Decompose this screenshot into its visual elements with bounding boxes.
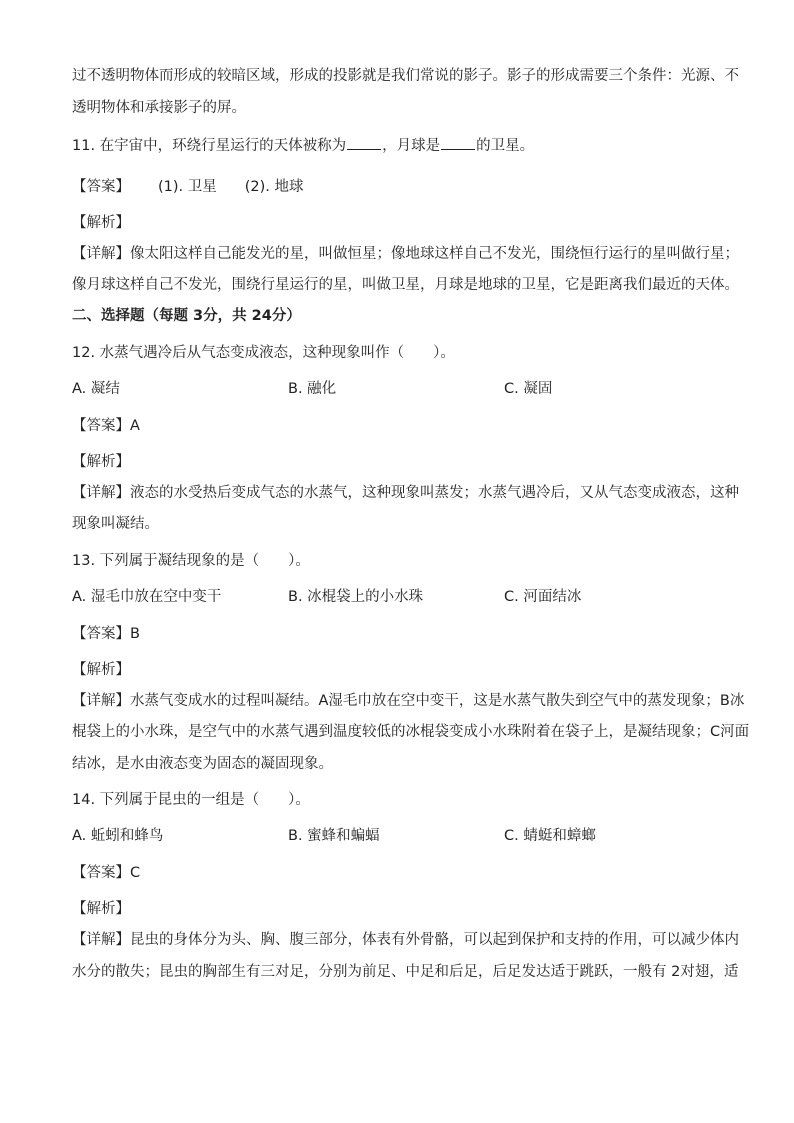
q14-detail-line-2: 水分的散失；昆虫的胸部生有三对足，分别为前足、中足和后足，后足发达适于跳跃，一般有 2对翅，适 <box>72 964 739 980</box>
q11-stem <box>72 135 534 156</box>
q13-detail-line-2: 棍袋上的小水珠，是空气中的水蒸气遇到温度较低的冰棍袋变成小水珠附着在袋子上，是凝结现象；C河面 <box>72 724 750 740</box>
q14-option-c: C. 蜻蜓和蟑螂 <box>504 828 596 844</box>
answer-tag: 【答案】 <box>72 179 130 195</box>
q11-stem-b: ，月球是 <box>382 138 441 154</box>
answer-blank <box>347 135 381 150</box>
q14-detail-line-1: 【详解】昆虫的身体分为头、胸、腹三部分，体表有外骨骼，可以起到保护和支持的作用，可以减少体内 <box>72 932 739 948</box>
q12-detail-line-1: 【详解】液态的水受热后变成气态的水蒸气，这种现象叫蒸发；水蒸气遇冷后，又从气态变成液态，这种 <box>72 485 739 501</box>
q13-detail-line-3: 结冰，是水由液态变为固态的凝固现象。 <box>72 756 333 772</box>
q11-detail-line-1: 【详解】像太阳这样自己能发光的星，叫做恒星；像地球这样自己不发光，围绕恒行运行的星叫做行星； <box>72 246 739 262</box>
q12-analysis-tag: 【解析】 <box>72 454 130 470</box>
intro-line-2: 透明物体和承接影子的屏。 <box>72 100 246 116</box>
q11-answer-2: (2). 地球 <box>244 179 304 195</box>
q11-stem-c: 的卫星。 <box>476 138 535 154</box>
q12-stem: 12. 水蒸气遇冷后从气态变成液态，这种现象叫作（ ）。 <box>72 345 455 361</box>
q14-option-a: A. 蚯蚓和蜂鸟 <box>72 828 164 844</box>
q12-option-b: B. 融化 <box>288 381 337 397</box>
q12-option-c: C. 凝固 <box>504 381 553 397</box>
q13-detail-line-1: 【详解】水蒸气变成水的过程叫凝结。A湿毛巾放在空中变干，这是水蒸气散失到空气中的蒸发现象；B冰 <box>72 693 745 709</box>
q13-analysis-tag: 【解析】 <box>72 662 130 678</box>
q13-answer: 【答案】B <box>72 626 140 642</box>
q13-option-c: C. 河面结冰 <box>504 589 582 605</box>
q13-stem: 13. 下列属于凝结现象的是（ ）。 <box>72 553 310 569</box>
q11-analysis-tag: 【解析】 <box>72 215 130 231</box>
intro-line-1: 过不透明物体而形成的较暗区域，形成的投影就是我们常说的影子。影子的形成需要三个条件：光源、不 <box>72 68 739 84</box>
q11-stem-a: 11. 在宇宙中，环绕行星运行的天体被称为 <box>72 138 347 154</box>
q14-stem: 14. 下列属于昆虫的一组是（ ）。 <box>72 792 310 808</box>
q11-answer <box>72 177 304 197</box>
q14-analysis-tag: 【解析】 <box>72 901 130 917</box>
q14-answer: 【答案】C <box>72 865 141 881</box>
q14-option-b: B. 蜜蜂和蝙蝠 <box>288 828 380 844</box>
q12-detail-line-2: 现象叫凝结。 <box>72 516 159 532</box>
q11-answer-1: (1). 卫星 <box>158 179 217 195</box>
q11-detail-line-2: 像月球这样自己不发光，围绕行星运行的星，叫做卫星，月球是地球的卫星，它是距离我们最近的天体。 <box>72 277 739 293</box>
q12-option-a: A. 凝结 <box>72 381 120 397</box>
answer-blank <box>441 135 475 150</box>
q12-answer: 【答案】A <box>72 418 140 434</box>
q13-option-a: A. 湿毛巾放在空中变干 <box>72 589 222 605</box>
q13-option-b: B. 冰棍袋上的小水珠 <box>288 589 424 605</box>
section-title: 二、选择题（每题 3分，共 24分） <box>72 308 301 324</box>
